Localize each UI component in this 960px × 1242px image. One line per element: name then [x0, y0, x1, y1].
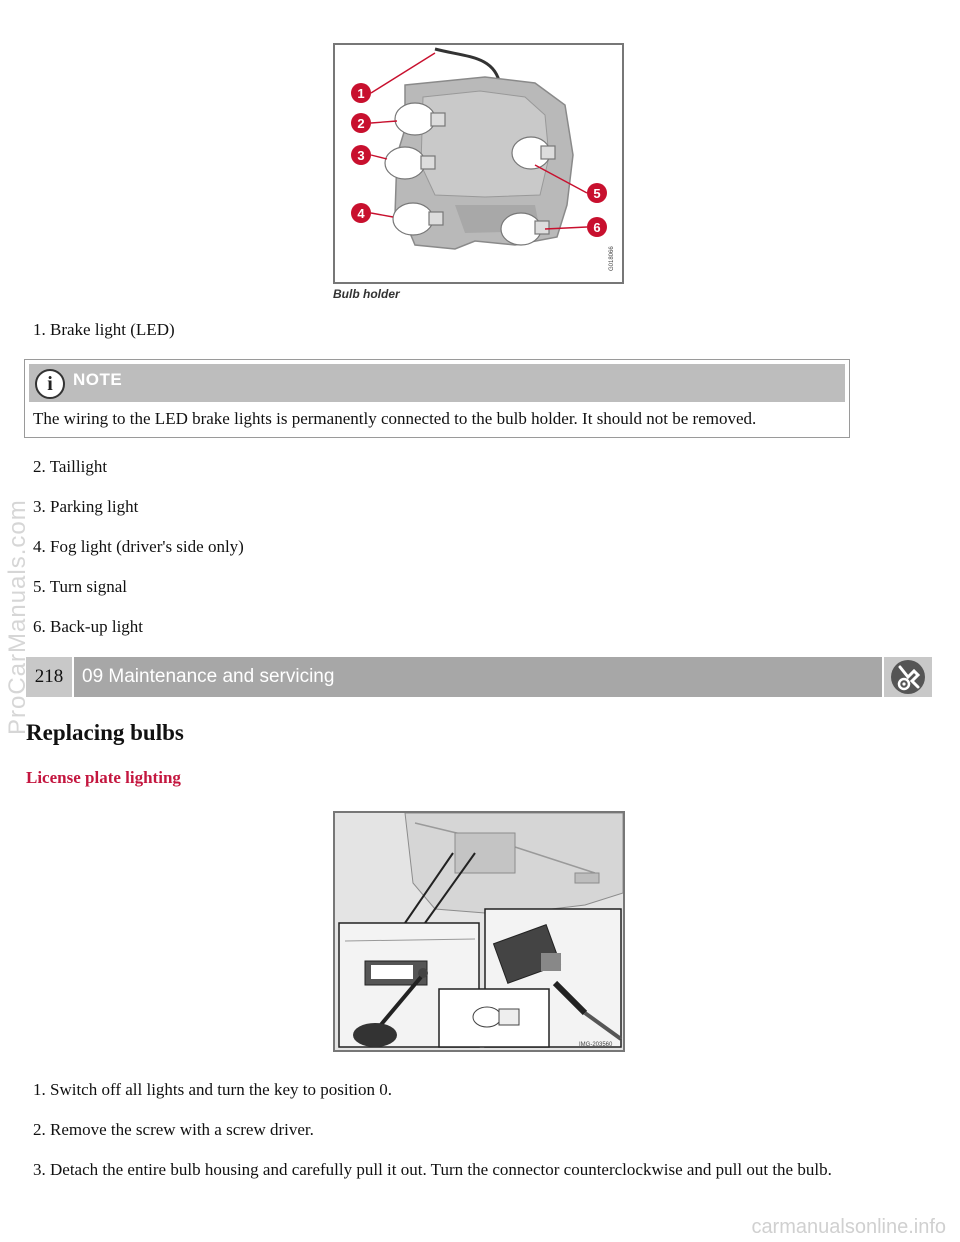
bulb-holder-illustration	[335, 45, 622, 282]
callout-5	[587, 183, 607, 203]
figure-code: G018066	[609, 246, 615, 271]
subheading: License plate lighting	[26, 768, 181, 787]
bulb-holder-figure	[333, 43, 624, 284]
section-title: 09 Maintenance and servicing	[74, 657, 882, 697]
page-heading: Replacing bulbs	[26, 720, 184, 745]
page-number: 218	[26, 657, 72, 697]
list-item-taillight: 2. Taillight	[33, 457, 108, 476]
section-header-bar	[26, 657, 932, 697]
list-item-fog-light: 4. Fog light (driver's side only)	[33, 537, 244, 556]
note-header	[29, 364, 845, 402]
license-plate-figure	[333, 811, 625, 1052]
svg-text:5: 5	[593, 186, 601, 201]
list-item-brake-light: 1. Brake light (LED)	[33, 320, 175, 339]
license-plate-illustration	[335, 813, 623, 1050]
step-1: 1. Switch off all lights and turn the key to position 0.	[33, 1080, 393, 1099]
note-text: The wiring to the LED brake lights is permanently connected to the bulb holder. It should not be removed.	[33, 409, 757, 428]
svg-text:1: 1	[357, 86, 365, 101]
svg-text:3: 3	[357, 148, 365, 163]
note-title: NOTE	[73, 370, 123, 389]
list-item-parking-light: 3. Parking light	[33, 497, 139, 516]
figure-caption: Bulb holder	[333, 287, 400, 301]
callout-1	[351, 83, 371, 103]
info-icon: i	[35, 369, 65, 399]
wrench-gear-icon	[884, 657, 932, 697]
callout-3	[351, 145, 371, 165]
step-2: 2. Remove the screw with a screw driver.	[33, 1120, 314, 1139]
side-watermark: ProCarManuals.com	[4, 499, 31, 735]
footer-watermark: carmanualsonline.info	[751, 1216, 946, 1238]
callout-4	[351, 203, 371, 223]
svg-text:2: 2	[357, 116, 365, 131]
list-item-turn-signal: 5. Turn signal	[33, 577, 127, 596]
list-item-backup-light: 6. Back-up light	[33, 617, 144, 636]
step-3: 3. Detach the entire bulb housing and carefully pull it out. Turn the connector counterclockwise and pull out the bulb.	[33, 1160, 832, 1179]
callout-2	[351, 113, 371, 133]
figure-code: IMG-203560	[579, 1042, 613, 1048]
note-box	[24, 359, 850, 438]
svg-text:4: 4	[357, 206, 365, 221]
svg-text:6: 6	[593, 220, 601, 235]
callout-6	[587, 217, 607, 237]
